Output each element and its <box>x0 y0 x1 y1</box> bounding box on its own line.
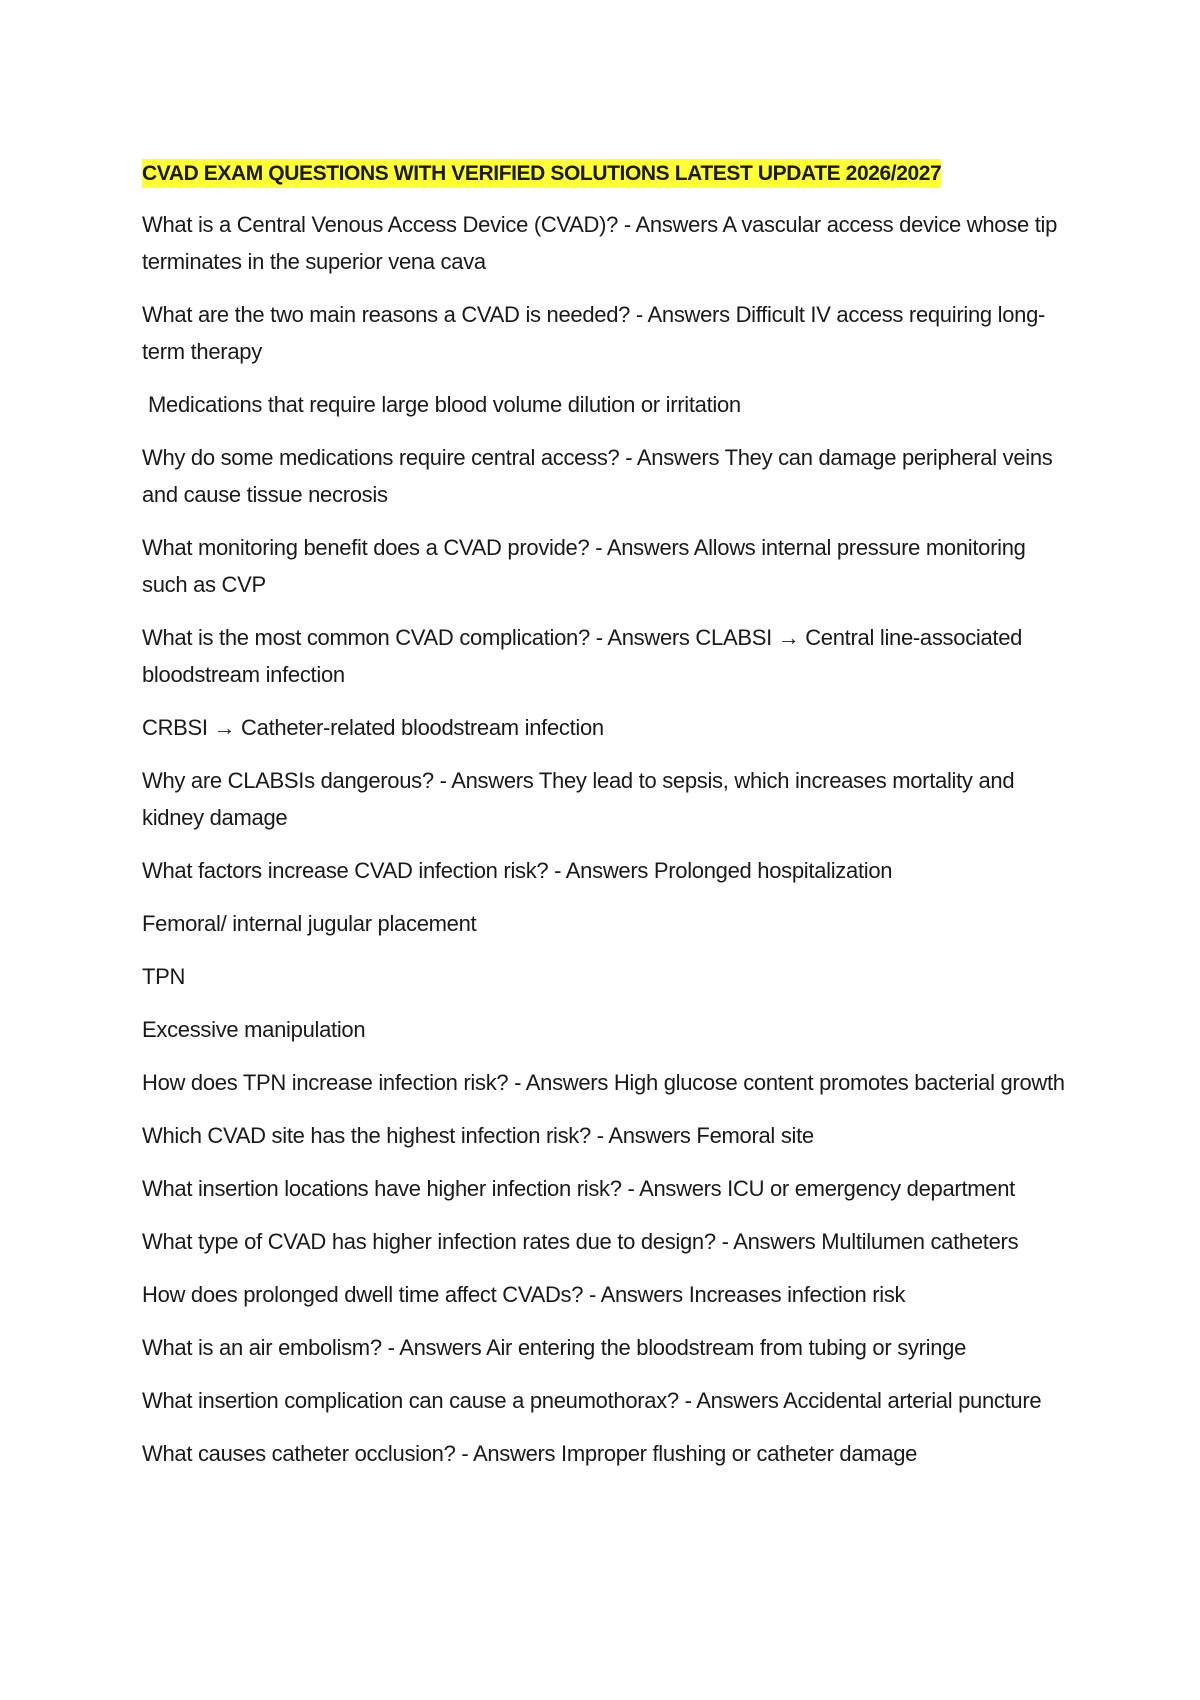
qa-paragraph: Why are CLABSIs dangerous? - Answers They lead to sepsis, which increases mortality and kidney damage <box>142 768 1015 830</box>
qa-paragraph: What causes catheter occlusion? - Answers Improper flushing or catheter damage <box>142 1441 918 1466</box>
qa-paragraph: How does TPN increase infection risk? - Answers High glucose content promotes bacterial growth <box>142 1070 1065 1095</box>
qa-paragraph: What is the most common CVAD complication? - Answers CLABSI → Central line-associated bloodstream infection <box>142 625 1023 687</box>
qa-paragraph-continuation: Medications that require large blood volume dilution or irritation <box>148 392 741 417</box>
qa-paragraph: What are the two main reasons a CVAD is needed? - Answers Difficult IV access requiring long-term therapy <box>142 302 1046 364</box>
qa-paragraph: Why do some medications require central access? - Answers They can damage peripheral veins and cause tissue necrosis <box>142 445 1053 507</box>
qa-paragraph: What is an air embolism? - Answers Air entering the bloodstream from tubing or syringe <box>142 1335 967 1360</box>
qa-paragraph: What monitoring benefit does a CVAD provide? - Answers Allows internal pressure monitoring such as CVP <box>142 535 1026 597</box>
qa-paragraph: What factors increase CVAD infection risk? - Answers Prolonged hospitalization <box>142 858 893 883</box>
qa-paragraph-continuation: Femoral/ internal jugular placement <box>142 911 477 936</box>
qa-paragraph: Which CVAD site has the highest infection risk? - Answers Femoral site <box>142 1123 814 1148</box>
qa-paragraph-continuation: CRBSI → Catheter-related bloodstream infection <box>142 715 604 740</box>
qa-paragraph-continuation: Excessive manipulation <box>142 1017 366 1042</box>
qa-paragraph: What is a Central Venous Access Device (CVAD)? - Answers A vascular access device whose tip terminates in the superior vena cava <box>142 212 1058 274</box>
qa-paragraph-continuation: TPN <box>142 964 186 989</box>
qa-paragraph: What insertion complication can cause a pneumothorax? - Answers Accidental arterial puncture <box>142 1388 1042 1413</box>
document-title: CVAD EXAM QUESTIONS WITH VERIFIED SOLUTIONS LATEST UPDATE 2026/2027 <box>142 159 941 188</box>
qa-paragraph: What type of CVAD has higher infection rates due to design? - Answers Multilumen catheters <box>142 1229 1019 1254</box>
qa-paragraph: What insertion locations have higher infection risk? - Answers ICU or emergency department <box>142 1176 1015 1201</box>
title-line <box>142 154 1072 192</box>
qa-paragraph: How does prolonged dwell time affect CVADs? - Answers Increases infection risk <box>142 1282 906 1307</box>
document-body <box>142 154 1072 1488</box>
